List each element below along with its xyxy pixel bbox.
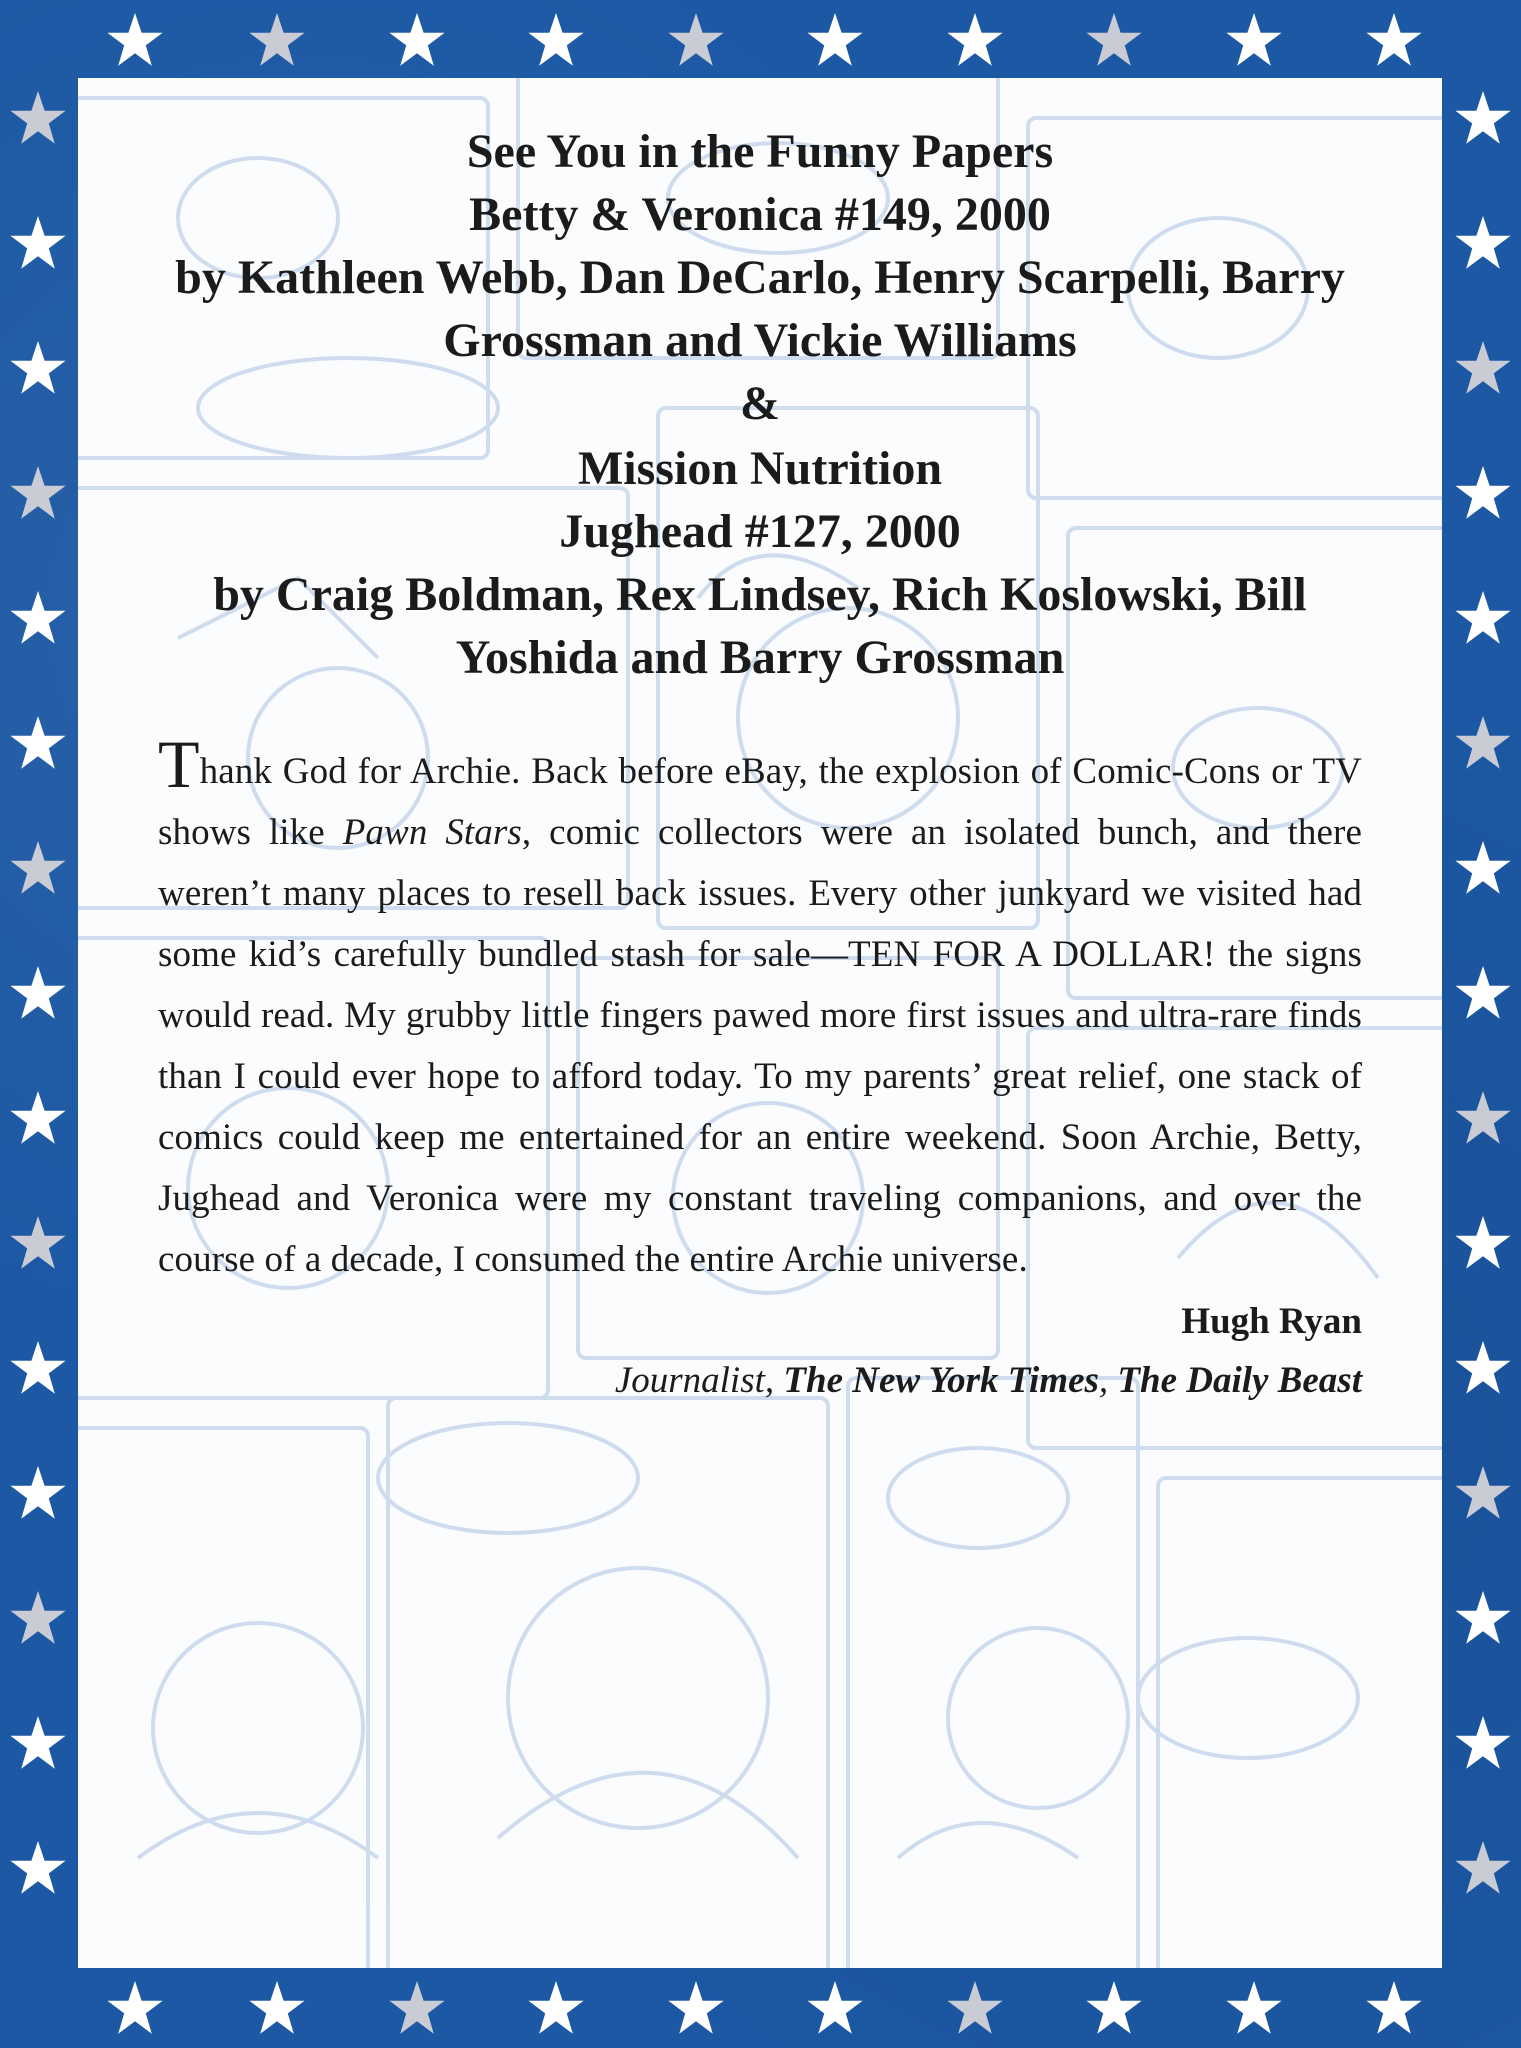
border-star-icon [247, 10, 307, 70]
border-star-icon [8, 588, 68, 648]
border-star-icon [1084, 1978, 1144, 2038]
border-star-icon [1453, 1213, 1513, 1273]
author-outlet-separator: , [1098, 1360, 1118, 1401]
border-star-icon [805, 10, 865, 70]
border-star-icon [8, 463, 68, 523]
story1-credits-line2: Grossman and Vickie Williams [443, 314, 1077, 367]
border-star-icon [8, 1713, 68, 1773]
border-star-icon [1453, 1463, 1513, 1523]
border-star-icon [1224, 1978, 1284, 2038]
border-star-icon [1453, 838, 1513, 898]
border-star-icon [945, 10, 1005, 70]
border-star-icon [387, 1978, 447, 2038]
border-star-icon [526, 10, 586, 70]
story2-issue: Jughead #127, 2000 [559, 505, 961, 558]
border-star-icon [8, 338, 68, 398]
border-star-icon [8, 963, 68, 1023]
border-star-icon [1364, 10, 1424, 70]
essay-paragraph [158, 726, 1362, 1290]
border-star-icon [1224, 10, 1284, 70]
story2-title: Mission Nutrition [577, 442, 943, 495]
border-star-icon [1453, 88, 1513, 148]
author-outlet-2: The Daily Beast [1117, 1360, 1362, 1401]
author-name: Hugh Ryan [1181, 1301, 1362, 1342]
border-star-icon [526, 1978, 586, 2038]
story1-title: See You in the Funny Papers [466, 125, 1054, 178]
essay-italic-title: Pawn Stars [342, 812, 522, 853]
border-star-icon [247, 1978, 307, 2038]
border-star-icon [1453, 588, 1513, 648]
border-star-icon [1453, 1088, 1513, 1148]
border-star-icon [387, 10, 447, 70]
content-panel [78, 78, 1442, 1968]
story2-credits-line2: Yoshida and Barry Grossman [455, 631, 1065, 684]
author-credentials [158, 1352, 1362, 1410]
border-star-icon [945, 1978, 1005, 2038]
drop-cap: T [158, 726, 200, 802]
border-star-icon [8, 1463, 68, 1523]
border-star-icon [8, 1338, 68, 1398]
border-star-icon [1453, 713, 1513, 773]
border-star-icon [1453, 463, 1513, 523]
border-star-icon [666, 1978, 726, 2038]
border-star-icon [8, 1588, 68, 1648]
border-star-icon [1453, 338, 1513, 398]
author-outlet-1: The New York Times [783, 1360, 1099, 1401]
border-star-icon [8, 1088, 68, 1148]
border-star-icon [8, 1213, 68, 1273]
story2-credits-line1: by Craig Boldman, Rex Lindsey, Rich Koslowski, Bill [213, 568, 1307, 621]
border-star-icon [8, 1838, 68, 1898]
border-star-icon [1084, 10, 1144, 70]
border-star-icon [8, 213, 68, 273]
article-content [158, 120, 1362, 1410]
story1-issue: Betty & Veronica #149, 2000 [469, 188, 1051, 241]
essay-text-part2: , comic collectors were an isolated bunch, and there weren’t many places to resell back issues. Every other junkyard we visited had some kid’s carefully bundled stash for sale—TEN FOR A DOLLAR! the signs would read. My grubby little fingers pawed more first issues and ultra-rare finds than I could ever hope to afford today. To my parents’ great relief, one stack of comics could keep me entertained for an entire weekend. Soon Archie, Betty, Jughead and Veronica were my constant traveling companions, and over the course of a decade, I consumed the entire Archie universe. [158, 812, 1362, 1280]
border-star-icon [1453, 1338, 1513, 1398]
border-star-icon [1453, 1713, 1513, 1773]
story1-credits-line1: by Kathleen Webb, Dan DeCarlo, Henry Scarpelli, Barry [175, 251, 1345, 304]
border-star-icon [1453, 213, 1513, 273]
border-star-icon [1453, 963, 1513, 1023]
border-star-icon [805, 1978, 865, 2038]
border-star-icon [8, 713, 68, 773]
border-star-icon [8, 838, 68, 898]
essay-text-part1: hank God for Archie. Back before eBay, the explosion of Comic-Cons or TV shows like [158, 751, 1362, 853]
author-role: Journalist, [614, 1360, 784, 1401]
border-star-icon [666, 10, 726, 70]
ampersand: & [740, 377, 780, 430]
border-star-icon [8, 88, 68, 148]
border-star-icon [105, 1978, 165, 2038]
border-star-icon [1364, 1978, 1424, 2038]
story-credits-header [158, 120, 1362, 689]
border-star-icon [105, 10, 165, 70]
border-star-icon [1453, 1838, 1513, 1898]
border-star-icon [1453, 1588, 1513, 1648]
